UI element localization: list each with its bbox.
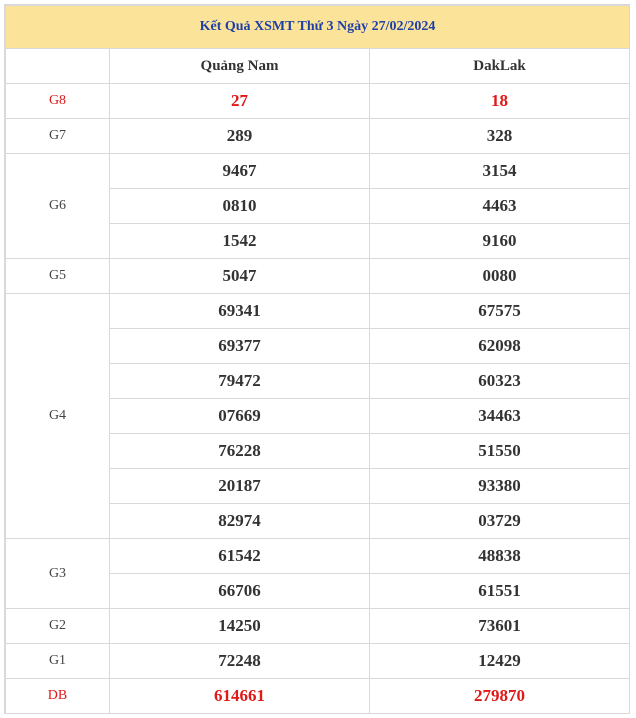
header-empty-cell (6, 49, 110, 84)
daklak-number: 12429 (370, 644, 630, 679)
quang-nam-number: 9467 (110, 154, 370, 189)
prize-label: G1 (6, 644, 110, 679)
prize-row (6, 644, 630, 679)
prize-row (6, 539, 630, 574)
quang-nam-number: 66706 (110, 574, 370, 609)
daklak-number: 62098 (370, 329, 630, 364)
daklak-number: 18 (370, 84, 630, 119)
quang-nam-number: 1542 (110, 224, 370, 259)
quang-nam-number: 69377 (110, 329, 370, 364)
title-row (6, 6, 630, 49)
quang-nam-number: 0810 (110, 189, 370, 224)
daklak-number: 73601 (370, 609, 630, 644)
quang-nam-number: 82974 (110, 504, 370, 539)
prize-row (6, 119, 630, 154)
lottery-results-table (5, 5, 630, 714)
daklak-number: 328 (370, 119, 630, 154)
quang-nam-number: 76228 (110, 434, 370, 469)
prize-label: G7 (6, 119, 110, 154)
daklak-number: 3154 (370, 154, 630, 189)
quang-nam-number: 289 (110, 119, 370, 154)
table-title: Kết Quả XSMT Thứ 3 Ngày 27/02/2024 (6, 6, 630, 49)
quang-nam-number: 72248 (110, 644, 370, 679)
prize-label: G5 (6, 259, 110, 294)
quang-nam-number: 27 (110, 84, 370, 119)
quang-nam-number: 79472 (110, 364, 370, 399)
daklak-number: 279870 (370, 679, 630, 714)
daklak-number: 60323 (370, 364, 630, 399)
daklak-number: 51550 (370, 434, 630, 469)
daklak-number: 9160 (370, 224, 630, 259)
daklak-number: 67575 (370, 294, 630, 329)
quang-nam-number: 69341 (110, 294, 370, 329)
daklak-number: 4463 (370, 189, 630, 224)
prize-label: G4 (6, 294, 110, 539)
results-body (6, 6, 630, 714)
column-header-quang-nam: Quảng Nam (110, 49, 370, 84)
daklak-number: 0080 (370, 259, 630, 294)
daklak-number: 61551 (370, 574, 630, 609)
prize-row (6, 609, 630, 644)
prize-row (6, 259, 630, 294)
prize-row (6, 679, 630, 714)
quang-nam-number: 614661 (110, 679, 370, 714)
prize-row (6, 154, 630, 189)
prize-row (6, 84, 630, 119)
prize-label: G3 (6, 539, 110, 609)
prize-label: G2 (6, 609, 110, 644)
quang-nam-number: 07669 (110, 399, 370, 434)
header-row (6, 49, 630, 84)
daklak-number: 48838 (370, 539, 630, 574)
prize-row (6, 294, 630, 329)
quang-nam-number: 14250 (110, 609, 370, 644)
quang-nam-number: 20187 (110, 469, 370, 504)
results-frame (4, 4, 630, 714)
prize-label: G8 (6, 84, 110, 119)
daklak-number: 93380 (370, 469, 630, 504)
daklak-number: 34463 (370, 399, 630, 434)
column-header-daklak: DakLak (370, 49, 630, 84)
prize-label: G6 (6, 154, 110, 259)
quang-nam-number: 61542 (110, 539, 370, 574)
daklak-number: 03729 (370, 504, 630, 539)
quang-nam-number: 5047 (110, 259, 370, 294)
prize-label: DB (6, 679, 110, 714)
